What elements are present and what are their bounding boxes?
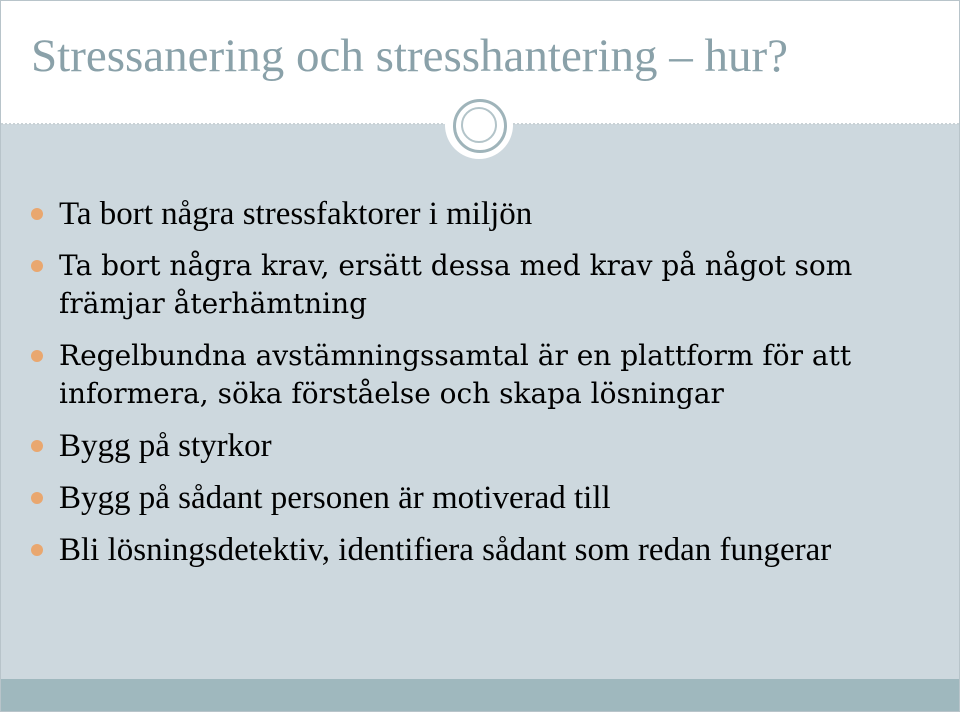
bullet-item — [31, 195, 941, 233]
bullet-text: Bygg på styrkor — [59, 428, 272, 464]
bullet-icon — [31, 492, 43, 504]
bullet-text: Bli lösningsdetektiv, identifiera sådant som redan fungerar — [59, 532, 832, 568]
slide-title: Stressanering och stresshantering – hur? — [31, 30, 789, 82]
bullet-item — [31, 337, 941, 413]
bullet-item — [31, 427, 941, 465]
bullet-icon — [31, 208, 43, 220]
bullet-list — [31, 195, 941, 583]
footer-bar — [1, 679, 959, 711]
bullet-icon — [31, 544, 43, 556]
ring-ornament-inner — [461, 107, 497, 143]
bullet-icon — [31, 260, 43, 272]
bullet-text: Ta bort några stressfaktorer i miljön — [59, 196, 533, 232]
bullet-icon — [31, 350, 43, 362]
bullet-item — [31, 531, 941, 569]
bullet-item — [31, 479, 941, 517]
bullet-icon — [31, 440, 43, 452]
bullet-text: Bygg på sådant personen är motiverad till — [59, 480, 611, 516]
bullet-item — [31, 247, 941, 323]
bullet-text: Ta bort några krav, ersätt dessa med krav på något som främjar återhämtning — [59, 249, 853, 320]
bullet-text: Regelbundna avstämningssamtal är en plattform för att informera, söka förståelse och skapa lösningar — [59, 339, 852, 410]
